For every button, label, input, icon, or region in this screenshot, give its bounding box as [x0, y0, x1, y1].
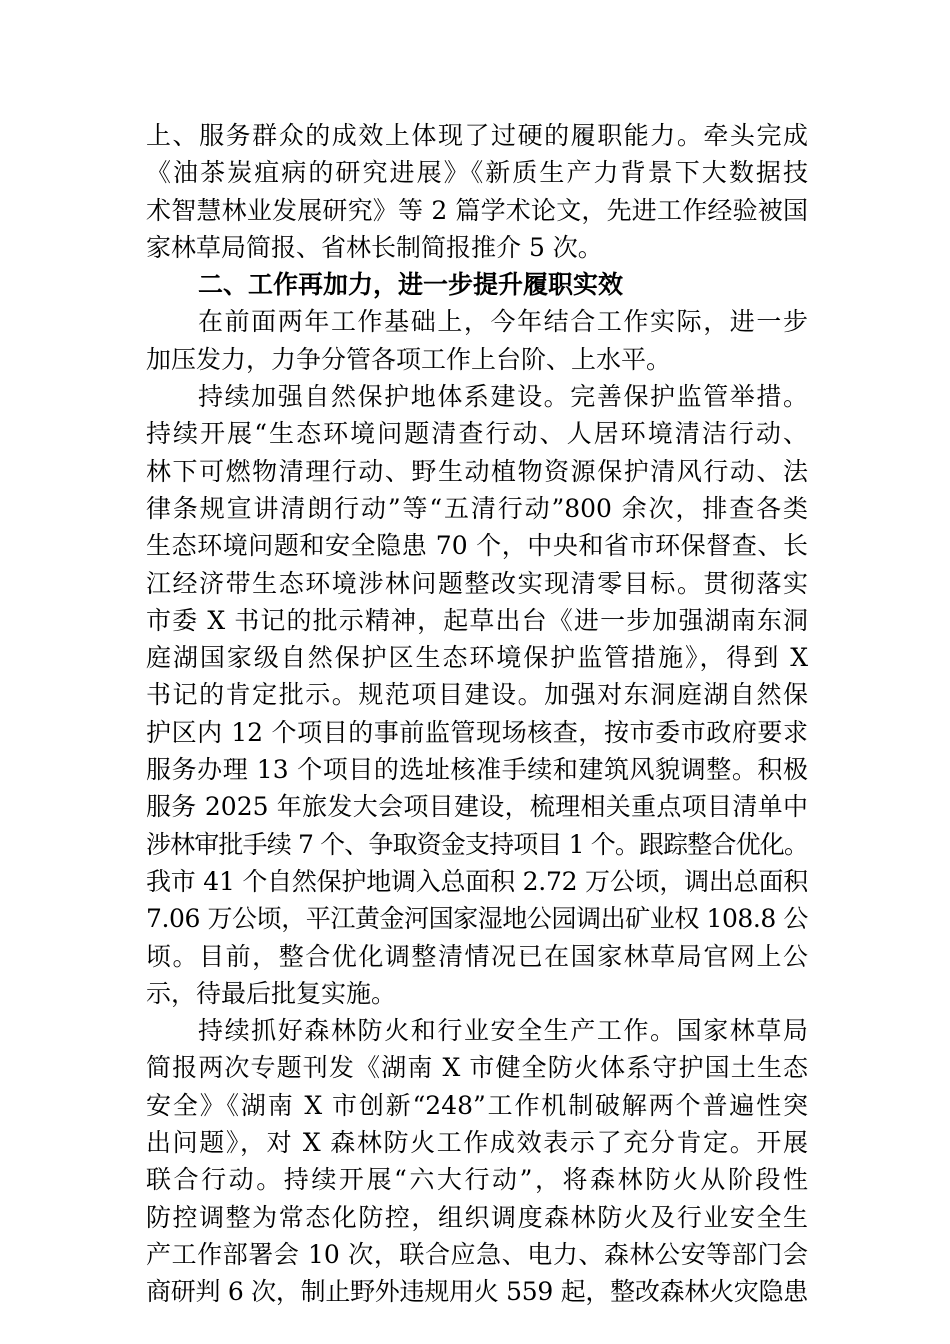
text-line: 持续开展“生态环境问题清查行动、人居环境清洁行动、 [146, 419, 808, 449]
text-line: 上、服务群众的成效上体现了过硬的履职能力。牵头完成 [146, 121, 808, 150]
text-line: 出问题》，对 X 森林防火工作成效表示了充分肯定。开展 [146, 1128, 808, 1158]
text-line: 联合行动。持续开展“六大行动”，将森林防火从阶段性 [146, 1165, 808, 1195]
text-line: 产工作部署会 10 次，联合应急、电力、森林公安等部门会 [146, 1239, 808, 1269]
text-line: 顷。目前，整合优化调整清情况已在国家林草局官网上公 [146, 941, 808, 971]
text-line: 7.06 万公顷，平江黄金河国家湿地公园调出矿业权 108.8 公 [146, 904, 808, 934]
text-line: 护区内 12 个项目的事前监管现场核查，按市委市政府要求 [146, 717, 808, 747]
text-line: 简报两次专题刊发《湖南 X 市健全防火体系守护国土生态 [146, 1053, 808, 1083]
text-line: 服务办理 13 个项目的选址核准手续和建筑风貌调整。积极 [146, 755, 808, 785]
text-line: 服务 2025 年旅发大会项目建设，梳理相关重点项目清单中 [146, 792, 808, 822]
text-line: 安全》《湖南 X 市创新“248”工作机制破解两个普遍性突 [146, 1090, 808, 1120]
text-line: 生态环境问题和安全隐患 70 个，中央和省市环保督查、长 [146, 531, 808, 561]
text-line: 加压发力，力争分管各项工作上台阶、上水平。 [146, 344, 672, 374]
document-body [146, 117, 808, 1311]
text-line: 持续加强自然保护地体系建设。完善保护监管举措。 [198, 382, 808, 412]
text-line: 林下可燃物清理行动、野生动植物资源保护清风行动、法 [146, 456, 808, 486]
text-line: 市委 X 书记的批示精神，起草出台《进一步加强湖南东洞 [146, 605, 808, 635]
text-line: 防控调整为常态化防控，组织调度森林防火及行业安全生 [146, 1202, 808, 1232]
text-line: 术智慧林业发展研究》等 2 篇学术论文，先进工作经验被国 [146, 195, 808, 225]
text-line: 《油茶炭疽病的研究进展》《新质生产力背景下大数据技 [146, 158, 808, 188]
text-line: 示，待最后批复实施。 [146, 978, 397, 1008]
text-line: 律条规宣讲清朗行动”等“五清行动”800 余次，排查各类 [146, 493, 808, 523]
text-line: 庭湖国家级自然保护区生态环境保护监管措施》，得到 X [146, 643, 808, 673]
text-line: 在前面两年工作基础上，今年结合工作实际，进一步 [198, 307, 808, 337]
text-line: 持续抓好森林防火和行业安全生产工作。国家林草局 [198, 1016, 808, 1046]
text-line: 家林草局简报、省林长制简报推介 5 次。 [146, 232, 603, 262]
text-line: 我市 41 个自然保护地调入总面积 2.72 万公顷，调出总面积 [146, 866, 808, 896]
text-line: 江经济带生态环境涉林问题整改实现清零目标。贯彻落实 [146, 568, 808, 598]
section-heading: 二、工作再加力，进一步提升履职实效 [198, 270, 624, 300]
text-line: 涉林审批手续 7 个、争取资金支持项目 1 个。跟踪整合优化。 [146, 829, 808, 859]
text-line: 书记的肯定批示。规范项目建设。加强对东洞庭湖自然保 [146, 680, 808, 710]
text-line: 商研判 6 次，制止野外违规用火 559 起，整改森林火灾隐患 [146, 1277, 808, 1307]
